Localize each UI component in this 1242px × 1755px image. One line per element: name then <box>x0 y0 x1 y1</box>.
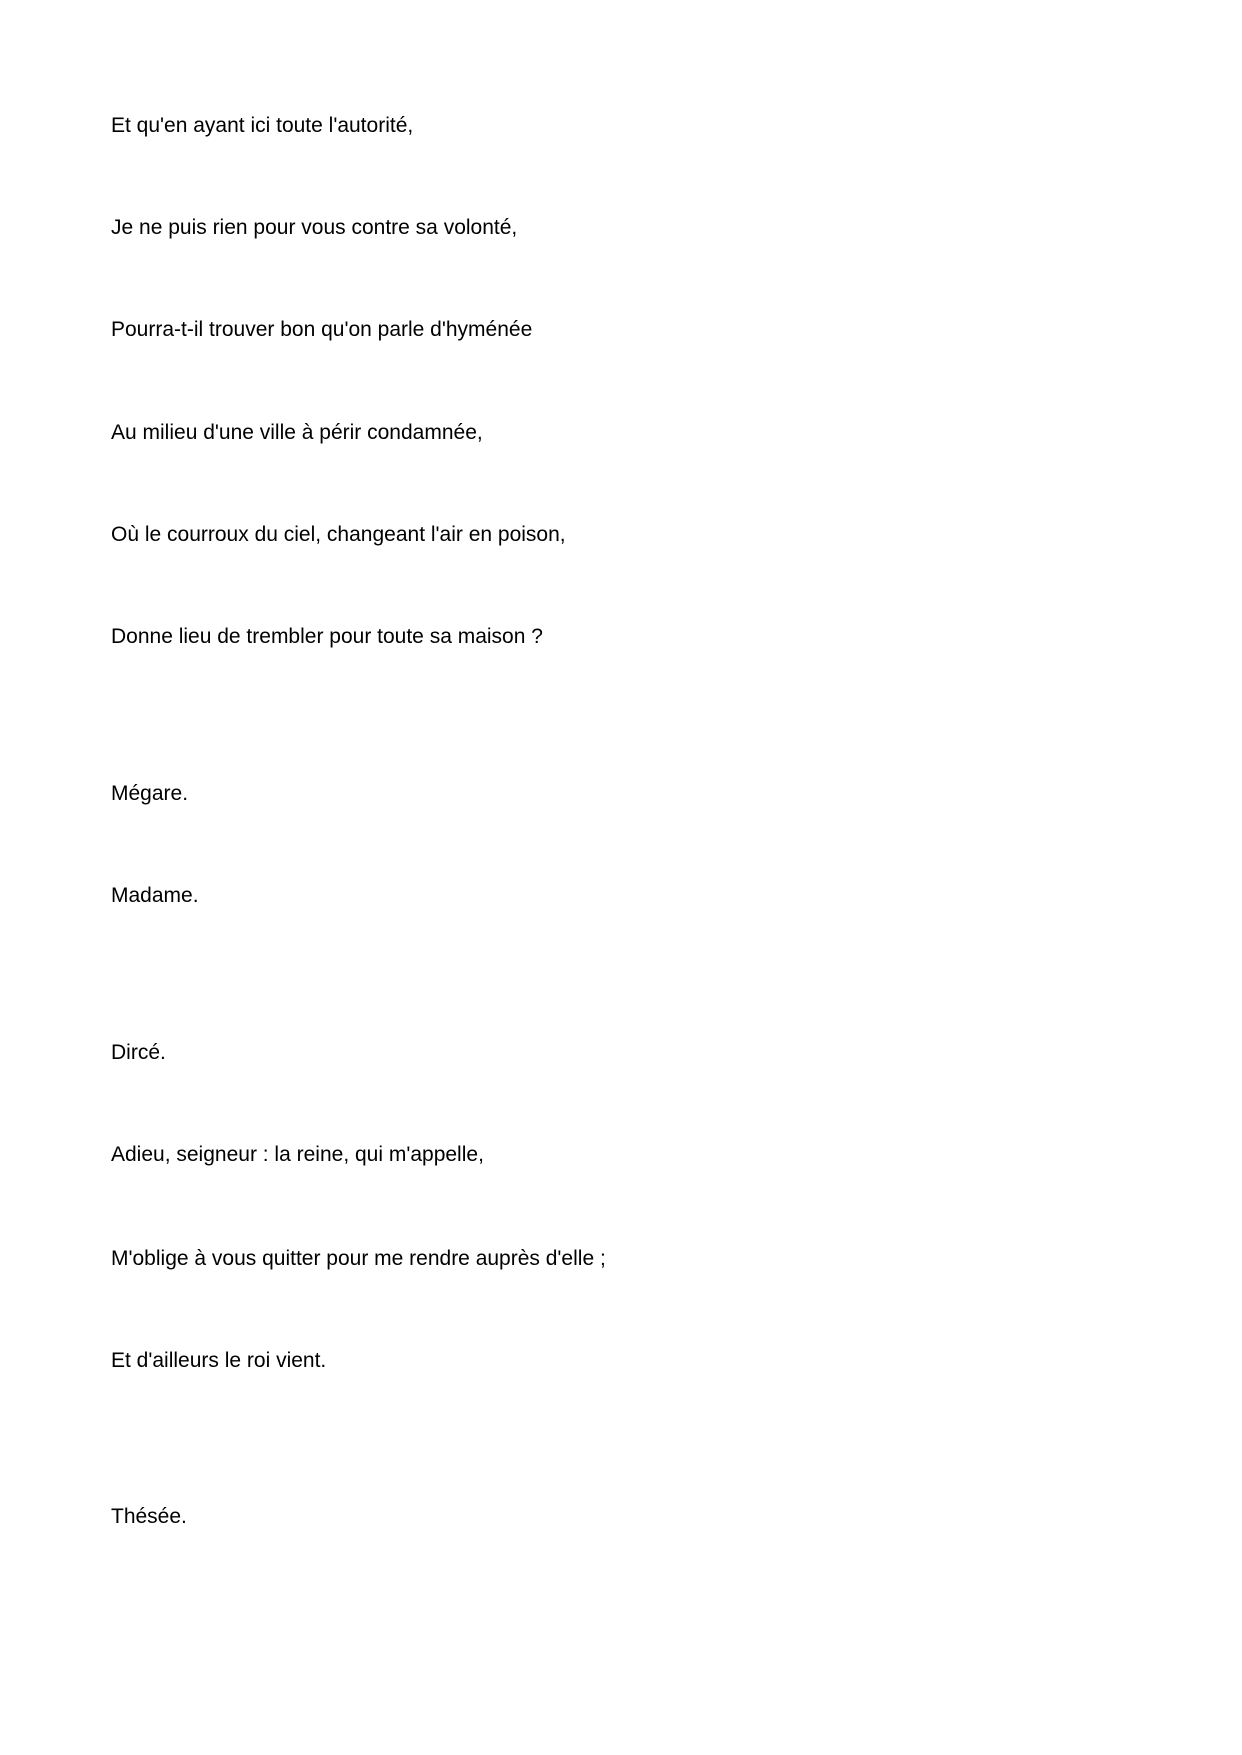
verse-line: Madame. <box>111 884 199 907</box>
verse-line: Pourra-t-il trouver bon qu'on parle d'hyménée <box>111 318 533 341</box>
verse-line: Où le courroux du ciel, changeant l'air en poison, <box>111 523 566 546</box>
verse-line: Au milieu d'une ville à périr condamnée, <box>111 421 483 444</box>
verse-line: Donne lieu de trembler pour toute sa maison ? <box>111 625 543 648</box>
verse-line: Et qu'en ayant ici toute l'autorité, <box>111 114 414 137</box>
verse-line: Adieu, seigneur : la reine, qui m'appelle, <box>111 1143 484 1166</box>
verse-line: M'oblige à vous quitter pour me rendre auprès d'elle ; <box>111 1247 606 1270</box>
speaker-name: Mégare. <box>111 782 189 805</box>
verse-line: Je ne puis rien pour vous contre sa volonté, <box>111 216 518 239</box>
speaker-name: Thésée. <box>111 1505 187 1528</box>
verse-line: Et d'ailleurs le roi vient. <box>111 1349 327 1372</box>
speaker-name: Dircé. <box>111 1041 166 1064</box>
